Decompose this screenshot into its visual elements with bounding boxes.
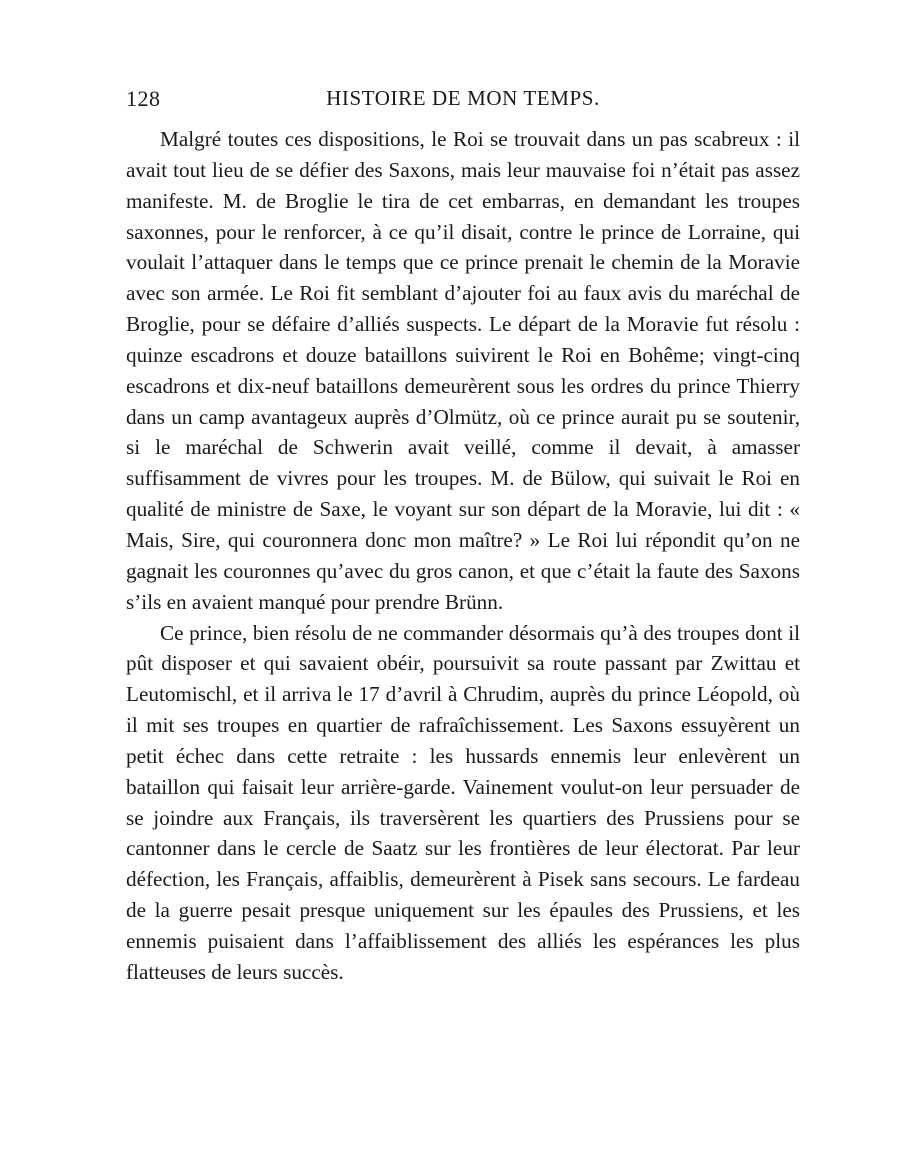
paragraph-1: Malgré toutes ces dispositions, le Roi se trouvait dans un pas scabreux : il avait tout lieu de se défier des Saxons, mais leur mauvaise foi n’était pas assez manifeste. M. de Broglie le tira de cet embarras, en demandant les troupes saxonnes, pour le renforcer, à ce qu’il disait, contre le prince de Lorraine, qui voulait l’attaquer dans le temps que ce prince prenait le chemin de la Moravie avec son armée. Le Roi fit semblant d’ajouter foi au faux avis du maréchal de Broglie, pour se défaire d’alliés suspects. Le départ de la Moravie fut résolu : quinze escadrons et douze bataillons suivirent le Roi en Bohême; vingt-cinq escadrons et dix-neuf bataillons demeurèrent sous les ordres du prince Thierry dans un camp avantageux auprès d’Olmütz, où ce prince aurait pu se soutenir, si le maréchal de Schwerin avait veillé, comme il devait, à amasser suffisamment de vivres pour les troupes. M. de Bülow, qui suivait le Roi en qualité de ministre de Saxe, le voyant sur son départ de la Moravie, lui dit : « Mais, Sire, qui couronnera donc mon maître? » Le Roi lui répondit qu’on ne gagnait les couronnes qu’avec du gros canon, et que c’était la faute des Saxons s’ils en avaient manqué pour prendre Brünn. xyxy=(126,127,800,614)
running-title: HISTOIRE DE MON TEMPS. xyxy=(326,86,600,110)
paragraph-2: Ce prince, bien résolu de ne commander désormais qu’à des troupes dont il pût disposer et qui savaient obéir, poursuivit sa route passant par Zwittau et Leutomischl, et il arriva le 17 d’avril à Chrudim, auprès du prince Léopold, où il mit ses troupes en quartier de rafraîchissement. Les Saxons essuyèrent un petit échec dans cette retraite : les hussards ennemis leur enlevèrent un bataillon qui faisait leur arrière-garde. Vainement voulut-on leur persuader de se joindre aux Français, ils traversèrent les quartiers des Prussiens pour se cantonner dans le cercle de Saatz sur les frontières de leur électorat. Par leur défection, les Français, affaiblis, demeurèrent à Pisek sans secours. Le fardeau de la guerre pesait presque uniquement sur les épaules des Prussiens, et les ennemis puisaient dans l’affaiblissement des alliés les espérances les plus flatteuses de leurs succès. xyxy=(126,620,800,984)
body-text xyxy=(126,124,800,988)
page-number: 128 xyxy=(126,86,161,111)
running-head xyxy=(126,86,800,116)
